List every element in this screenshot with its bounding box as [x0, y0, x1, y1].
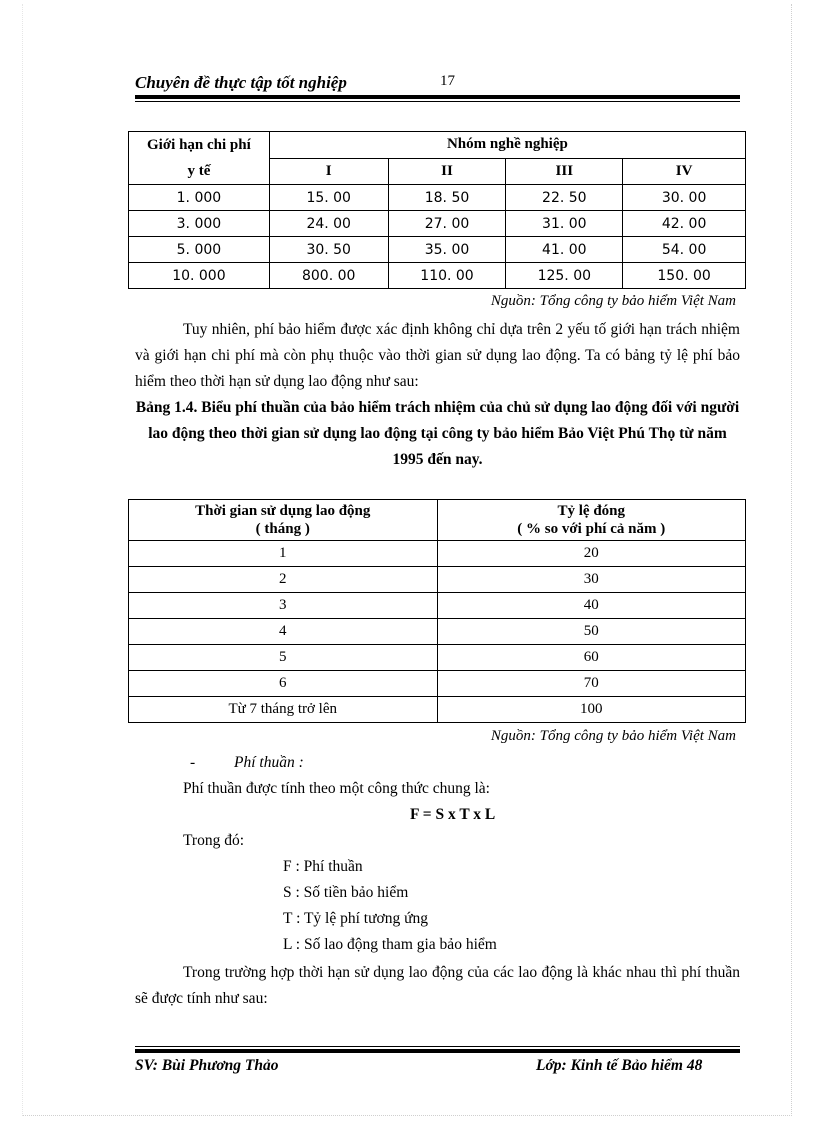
period-cell: Từ 7 tháng trở lên	[129, 697, 438, 723]
period-cell: 2	[129, 567, 438, 593]
rate-cell: 30	[437, 567, 746, 593]
limit-cell: 10. 000	[129, 263, 270, 289]
where-label: Trong đó:	[183, 832, 245, 849]
value-cell: 125. 00	[506, 263, 623, 289]
value-cell: 54. 00	[623, 237, 746, 263]
period-cell: 5	[129, 645, 438, 671]
page-number: 17	[440, 73, 455, 89]
value-cell: 24. 00	[269, 211, 388, 237]
value-cell: 110. 00	[388, 263, 506, 289]
table1-source: Nguồn: Tổng công ty bảo hiểm Việt Nam	[490, 293, 736, 309]
value-cell: 22. 50	[506, 185, 623, 211]
rate-cell: 60	[437, 645, 746, 671]
value-cell: 30. 50	[269, 237, 388, 263]
header-rule-thick	[135, 95, 740, 99]
value-cell: 27. 00	[388, 211, 506, 237]
footer-class: Lớp: Kinh tế Bảo hiểm 48	[536, 1057, 703, 1074]
paragraph-intro: Tuy nhiên, phí bảo hiểm được xác định không chỉ dựa trên 2 yếu tố giới hạn trách nhiệm và giới hạn chi phí mà còn phụ thuộc vào thời gian sử dụng lao động. Ta có bảng tỷ lệ phí bảo hiểm theo thời hạn sử dụng lao động như sau:	[135, 321, 740, 390]
group-header-cell: IV	[623, 158, 746, 185]
table-row	[129, 211, 746, 237]
footer-rule-thin	[135, 1046, 740, 1047]
table2-source: Nguồn: Tổng công ty bảo hiểm Việt Nam	[490, 728, 736, 744]
value-cell: 150. 00	[623, 263, 746, 289]
footer-rule-thick	[135, 1049, 740, 1053]
net-premium-heading: Phí thuần :	[234, 754, 304, 771]
header-title: Chuyên đề thực tập tốt nghiệp	[135, 73, 347, 92]
table-caption: Bảng 1.4. Biểu phí thuần của bảo hiểm trách nhiệm của chủ sử dụng lao động đối với người lao động theo thời gian sử dụng lao động tại công ty bảo hiểm Bảo Việt Phú Thọ từ năm 1995 đến nay.	[135, 399, 740, 468]
table-row	[129, 567, 746, 593]
limit-cell: 1. 000	[129, 185, 270, 211]
rate-cell: 100	[437, 697, 746, 723]
paragraph-closing: Trong trường hợp thời hạn sử dụng lao động của các lao động là khác nhau thì phí thuần sẽ được tính như sau:	[135, 964, 740, 1007]
definition-t: T : Tỷ lệ phí tương ứng	[283, 910, 428, 927]
value-cell: 30. 00	[623, 185, 746, 211]
bullet-dash: -	[190, 754, 196, 771]
table-row	[129, 645, 746, 671]
group-header-cell: I	[269, 158, 388, 185]
limit-cell: 3. 000	[129, 211, 270, 237]
table-row	[129, 593, 746, 619]
rate-cell: 70	[437, 671, 746, 697]
value-cell: 18. 50	[388, 185, 506, 211]
formula: F = S x T x L	[410, 806, 496, 823]
period-cell: 3	[129, 593, 438, 619]
value-cell: 31. 00	[506, 211, 623, 237]
rate-cell: 50	[437, 619, 746, 645]
value-cell: 41. 00	[506, 237, 623, 263]
table-row	[129, 185, 746, 211]
table-row	[129, 237, 746, 263]
row-header: Giới hạn chi phí y tế	[129, 132, 270, 185]
period-cell: 6	[129, 671, 438, 697]
header-rule-thin	[135, 101, 740, 102]
table-row	[129, 263, 746, 289]
formula-intro: Phí thuần được tính theo một công thức chung là:	[183, 780, 490, 797]
definition-l: L : Số lao động tham gia bảo hiểm	[283, 936, 497, 953]
period-header	[129, 500, 438, 541]
rate-header-line2: ( % so với phí cả năm )	[517, 521, 666, 537]
rate-cell: 40	[437, 593, 746, 619]
table-row	[129, 619, 746, 645]
group-header-cell: III	[506, 158, 623, 185]
value-cell: 800. 00	[269, 263, 388, 289]
rate-table	[128, 499, 746, 723]
period-cell: 1	[129, 541, 438, 567]
value-cell: 35. 00	[388, 237, 506, 263]
period-cell: 4	[129, 619, 438, 645]
footer-student: SV: Bùi Phương Thảo	[135, 1057, 279, 1074]
period-header-line2: ( tháng )	[255, 521, 310, 537]
value-cell: 15. 00	[269, 185, 388, 211]
value-cell: 42. 00	[623, 211, 746, 237]
medical-cost-table	[128, 131, 746, 289]
group-header-cell: II	[388, 158, 506, 185]
definition-f: F : Phí thuần	[283, 858, 363, 875]
table-row	[129, 671, 746, 697]
period-header-line1: Thời gian sử dụng lao động	[195, 503, 371, 519]
group-header: Nhóm nghề nghiệp	[269, 132, 745, 159]
table-row	[129, 541, 746, 567]
limit-cell: 5. 000	[129, 237, 270, 263]
definition-s: S : Số tiền bảo hiểm	[283, 884, 409, 901]
table-row	[129, 697, 746, 723]
rate-header-line1: Tỷ lệ đóng	[557, 503, 625, 519]
rate-cell: 20	[437, 541, 746, 567]
rate-header	[437, 500, 746, 541]
